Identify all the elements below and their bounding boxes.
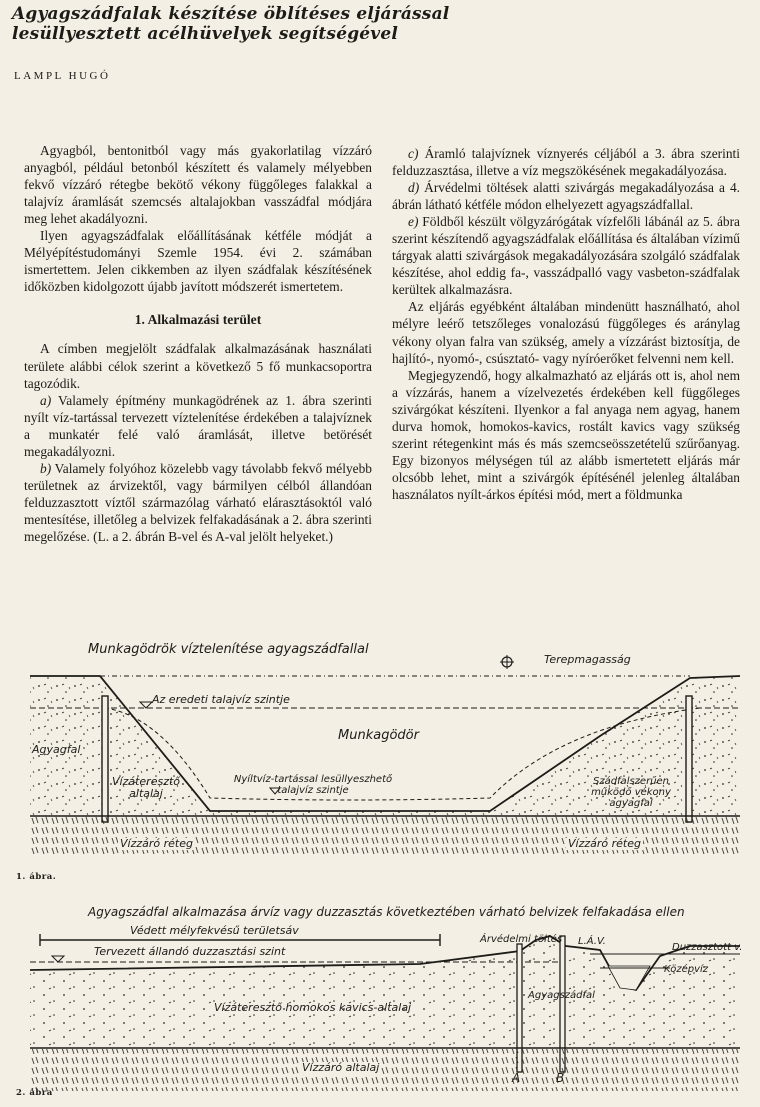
- figure-1-drawing: [0, 626, 760, 886]
- paragraph-usage: Az eljárás egyébként általában mindenütt használható, ahol mélyre leérő tetszőleges vonalozású függőleges és aránylag vékony olyan falra van szükség, amely a vízzárást biztosítja, de hajlító-, nyomó-, csúsztató- vagy nyíróerőket felvenni nem kell.: [392, 299, 740, 366]
- fig2-levee-label: Árvédelmi töltés: [480, 934, 563, 945]
- fig2-clay-wall-label: Agyagszádfal: [528, 990, 595, 1001]
- fig2-planned-level-label: Tervezett állandó duzzasztási szint: [94, 945, 286, 958]
- right-column: [392, 145, 740, 503]
- fig1-lowered-label: [228, 774, 398, 796]
- fig1-thin-wall-line1: Szádfalszerűen: [592, 776, 670, 787]
- fig1-title: Munkagödrök víztelenítése agyagszádfallal: [88, 642, 369, 657]
- left-column: [24, 142, 372, 545]
- fig1-thin-wall-line3: agyagfal: [609, 798, 653, 809]
- item-d-text: Árvédelmi töltések alatti szivárgás megakadályozása a 4. ábrán látható kétféle módon elhelyezett agyagszádfallal.: [392, 180, 740, 213]
- title-line-1: Agyagszádfalak készítése öblítéses eljárással: [12, 4, 450, 24]
- figure-1: [0, 626, 760, 886]
- fig1-clay-wall-label: Agyagfal: [32, 743, 81, 756]
- fig1-permeable-line2: altalaj: [129, 787, 163, 800]
- item-b: [24, 460, 372, 545]
- item-c-text: Áramló talajvíznek víznyerés céljából a 3. ábra szerinti felduzzasztása, illetve a víz megszökésének megakadályozása.: [392, 146, 740, 179]
- fig2-label-b: B: [556, 1071, 565, 1085]
- fig1-permeable-label: [112, 776, 180, 800]
- item-a-text: Valamely építmény munkagödrének az 1. ábra szerinti nyílt víz-tartással tervezett víztelenítése érdekében a talajvíznek a munkatér felé való áramlását, illetve betörését megakadályozni.: [24, 392, 372, 459]
- fig1-lowered-line2: talajvíz szintje: [277, 785, 349, 796]
- fig2-permeable-label: Vízáteresztő homokos kavics-altalaj: [214, 1001, 412, 1014]
- author: LAMPL HUGÓ: [14, 70, 111, 82]
- fig2-protected-label: Védett mélyfekvésű területsáv: [130, 924, 299, 937]
- fig2-raised-label: Duzzasztott v.: [672, 942, 743, 953]
- fig1-caption: 1. ábra.: [16, 872, 57, 882]
- item-e-lead: e): [408, 214, 419, 230]
- figure-2: [0, 866, 760, 1107]
- item-b-text: Valamely folyóhoz közelebb vagy távolabb fekvő mélyebb területnek az árvizektől, vagy bármilyen célból állandóan felduzzasztott víztől származólag várható elárasztásoktól való mentesítése, illetőleg a belvizek felfakadásának a 2. ábra szerinti megelőzése. (L. a 2. ábrán B-vel és A-val jelölt helyeket.): [24, 460, 372, 544]
- section-heading: 1. Alkalmazási terület: [134, 312, 262, 328]
- item-b-lead: b): [40, 460, 52, 476]
- item-e: [392, 213, 740, 298]
- fig1-terrain-label: Terepmagasság: [544, 653, 631, 666]
- fig2-midwater-label: Középvíz: [664, 964, 709, 975]
- fig2-level-marker: [52, 956, 64, 962]
- fig1-impervious-right-label: Vízzáró réteg: [568, 837, 641, 850]
- item-c-lead: c): [408, 146, 419, 161]
- fig1-lowered-line1: Nyíltvíz-tartással lesüllyeszhető: [233, 774, 393, 785]
- paragraph-intro: Agyagból, bentonitból vagy más gyakorlatilag vízzáró anyagból, például betonból készített és valamely mélyebben fekvő vízzáró rétegbe bekötő vékony függőleges falakkal a talajvíz áramlását szemcsés altalajokban vasszádfal módjára meg lehet akadályozni.: [24, 143, 372, 227]
- fig2-lav-label: L.Á.V.: [578, 936, 606, 947]
- item-e-text: Földből készült völgyzárógátak vízfelőli lábánál az 5. ábra szerint készítendő agyagszádfalak előállítása és általában vízimű tárgyak alatti szivárgások megakadályozására szolgáló szádfalak készítése, ahol eddig fa-, vasszádpalló vagy vasbeton-szádfalak kerültek alkalmazásra.: [392, 214, 740, 298]
- fig1-permeable-line1: Vízáteresztő: [112, 775, 181, 788]
- fig2-impervious-label: Vízzáró altalaj: [302, 1061, 380, 1074]
- fig1-clay-wall-right: [686, 696, 692, 822]
- article-title: [12, 4, 752, 44]
- item-d-lead: d): [408, 180, 420, 196]
- fig2-caption: 2. ábra: [16, 1088, 53, 1098]
- fig1-original-water-label: Az eredeti talajvíz szintje: [152, 693, 290, 706]
- fig1-water-marker: [140, 702, 152, 708]
- title-line-2: lesüllyesztett acélhüvelyek segítségével: [12, 24, 399, 44]
- item-d: [392, 179, 740, 213]
- item-a-lead: a): [40, 392, 52, 408]
- fig1-thin-wall-line2: működő vékony: [591, 787, 671, 798]
- fig1-impervious-left-label: Vízzáró réteg: [120, 837, 193, 850]
- fig1-clay-wall-left: [102, 696, 108, 822]
- paragraph-methods: Ilyen agyagszádfalak előállításának kétféle módját a Mélyépítéstudományi Szemle 1954. évi 2. számában ismertettem. Jelen cikkemben az ilyen szádfalak készítésének időközben kidolgozott újabb javított módszerét ismertetem.: [24, 228, 372, 295]
- fig2-impervious-layer: [30, 1049, 740, 1091]
- fig1-thin-wall-label: [588, 776, 674, 809]
- fig1-pit-label: Munkagödör: [338, 728, 419, 743]
- paragraph-scope: A címben megjelölt szádfalak alkalmazásának használati területe alábbi célok szerint a következő 5 fő munkacsoportra tagozódik.: [24, 341, 372, 391]
- fig2-label-a: A: [512, 1071, 521, 1085]
- item-a: [24, 392, 372, 460]
- item-c: [392, 145, 740, 179]
- fig2-title: Agyagszádfal alkalmazása árvíz vagy duzzasztás következtében várható belvizek felfakadása ellen: [88, 905, 685, 919]
- paragraph-drainage: Megjegyzendő, hogy alkalmazható az eljárás ott is, ahol nem a vízzárás, hanem a vízelvezetés érdekében kell függőleges szivárgókat készíteni. Ilyenkor a fal anyaga nem agyag, hanem durva homok, homokos-kavics, rostált kavics vagy szükség szerint rétegenkint más és más szemcseösszetételű szűrőanyag. Egy bizonyos mélységen túl az alább ismertetett eljárás már olcsóbb lehet, mint a szivárgók építésénél jelenleg általában használatos nyílt-árkos építési mód, mert a földmunka: [392, 367, 740, 502]
